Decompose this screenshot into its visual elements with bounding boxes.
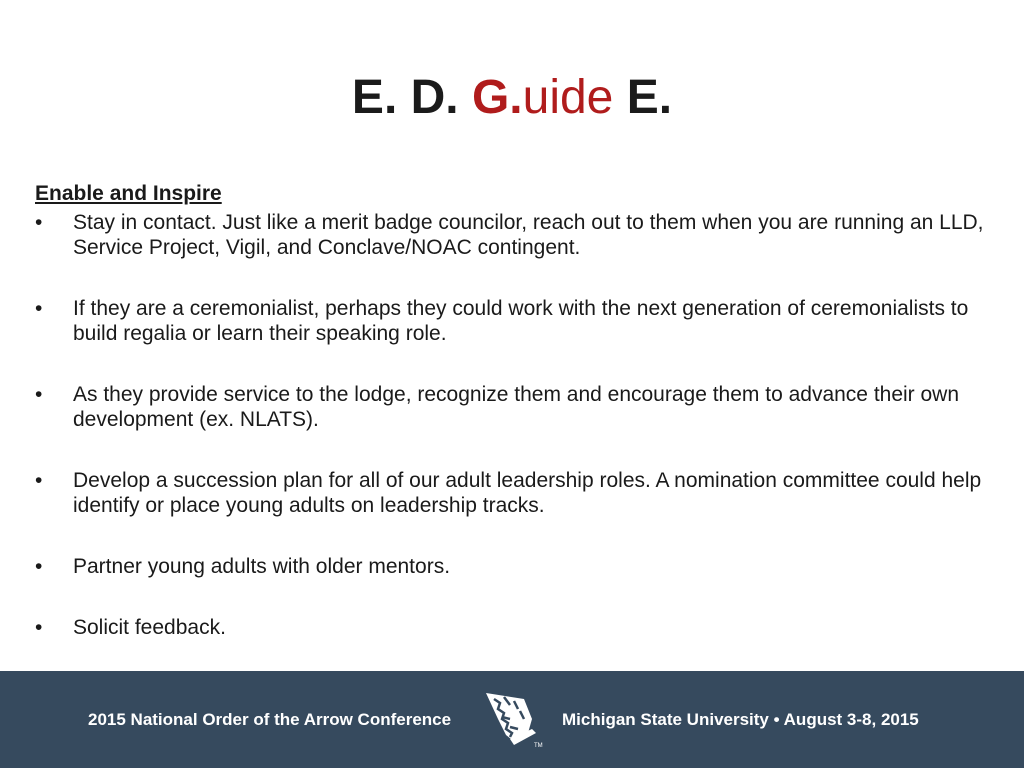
bullet-item [35, 210, 985, 260]
bullet-item [35, 296, 985, 346]
bullet-icon: • [35, 211, 43, 234]
bullet-list [35, 210, 985, 640]
bullet-text: Partner young adults with older mentors. [73, 555, 451, 578]
bullet-icon: • [35, 297, 43, 320]
bullet-text: As they provide service to the lodge, recognize them and encourage them to advance their own development (ex. NLATS). [73, 383, 960, 431]
footer-conference-text: 2015 National Order of the Arrow Conference [88, 710, 452, 729]
title-part-uide: uide [522, 71, 614, 124]
bullet-icon: • [35, 469, 43, 492]
bullet-icon: • [35, 616, 43, 639]
footer-location-date-text: Michigan State University • August 3-8, 2015 [562, 710, 919, 729]
slide-body [35, 180, 985, 676]
bullet-text: Solicit feedback. [73, 616, 226, 639]
footer-bar [0, 671, 1024, 768]
arrowhead-logo-icon [480, 689, 544, 749]
bullet-item [35, 615, 985, 640]
bullet-icon: • [35, 555, 43, 578]
section-heading: Enable and Inspire [35, 182, 222, 205]
bullet-item [35, 382, 985, 432]
bullet-item [35, 468, 985, 518]
bullet-text: If they are a ceremonialist, perhaps they could work with the next generation of ceremonialists to build regalia or learn their speaking role. [73, 297, 969, 345]
title-part-e: E. [613, 71, 673, 124]
title-part-g: G. [471, 71, 523, 124]
title-part-ed: E. D. [351, 71, 472, 124]
bullet-item [35, 554, 985, 579]
slide-title [0, 70, 1024, 126]
bullet-text: Develop a succession plan for all of our adult leadership roles. A nomination committee could help identify or place young adults on leadership tracks. [73, 469, 982, 517]
bullet-icon: • [35, 383, 43, 406]
bullet-text: Stay in contact. Just like a merit badge councilor, reach out to them when you are running an LLD, Service Project, Vigil, and Conclave/NOAC contingent. [73, 211, 984, 259]
svg-text:TM: TM [534, 743, 543, 749]
